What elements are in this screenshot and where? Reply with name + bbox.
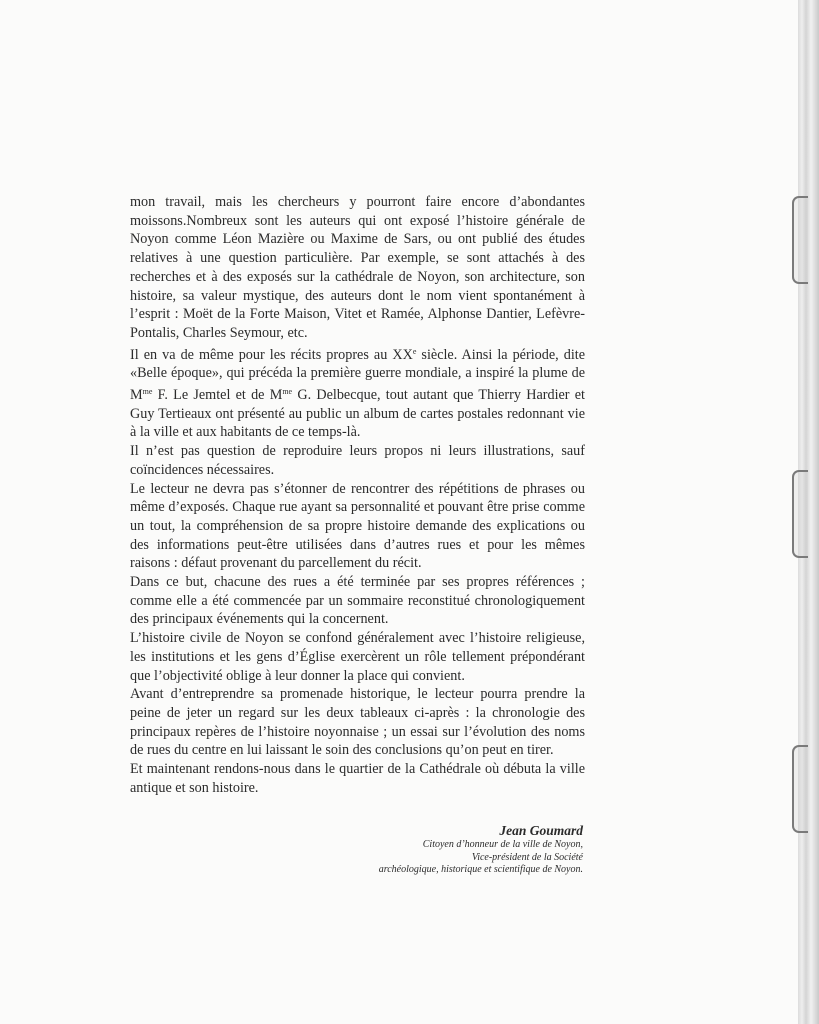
author-title-2: Vice-président de la Société [471, 851, 583, 863]
author-title-3: archéologique, historique et scientifique de Noyon. [378, 864, 583, 875]
paragraph-8: Et maintenant rendons-nous dans le quartier de la Cathédrale où débuta la ville antique et son histoire. [130, 761, 585, 796]
p2-part-d: G. Delbecque, tout autant que Thierry Hardier et Guy Tertieaux ont présenté au public un album de cartes postales redonnant vie à la ville et aux habitants de ce temps-là. [130, 387, 585, 441]
binding-stitch-middle [792, 470, 808, 558]
paragraph-3: Il n’est pas question de reproduire leurs propos ni leurs illustrations, sauf coïncidences nécessaires. [130, 443, 585, 478]
paragraph-1: mon travail, mais les chercheurs y pourront faire encore d’abondantes moissons.Nombreux sont les auteurs qui ont exposé l’histoire générale de Noyon comme Léon Mazière ou Maxime de Sars, ou ont publié des études relatives à une question particulière. Par exemple, se sont attachés à des recherches et à des exposés sur la cathédrale de Noyon, son architecture, son histoire, sa valeur mystique, des auteurs dont le nom vient spontanément à l’esprit : Moët de la Forte Maison, Vitet et Ramée, Alphonse Dantier, Lefèvre-Pontalis, Charles Seymour, etc. [130, 194, 585, 341]
paragraph-2 [130, 343, 585, 443]
p2-part-a: Il en va de même pour les récits propres au XX [130, 346, 413, 363]
author-title-1: Citoyen d’honneur de la ville de Noyon, [422, 839, 583, 850]
paragraph-4: Le lecteur ne devra pas s’étonner de rencontrer des répétitions de phrases ou même d’exposés. Chaque rue ayant sa personnalité et pouvant être prise comme un tout, la compréhension de sa propre histoire demande des explications ou des informations peut-être utilisées dans d’autres rues et pour les mêmes raisons : défaut provenant du parcellement du récit. [130, 480, 585, 572]
madame-superscript-1: me [142, 387, 153, 397]
binding-stitch-top [792, 196, 808, 284]
signature-block [330, 823, 583, 877]
binding-stitch-bottom [792, 745, 808, 833]
author-name: Jean Goumard [499, 823, 583, 838]
paragraph-5: Dans ce but, chacune des rues a été terminée par ses propres références ; comme elle a été commencée par un sommaire reconstitué chronologiquement des principaux événements qui la concernent. [130, 574, 585, 628]
paragraph-7: Avant d’entreprendre sa promenade historique, le lecteur pourra prendre la peine de jeter un regard sur les deux tableaux ci-après : la chronologie des principaux repères de l’histoire noyonnaise ; un essai sur l’évolution des noms de rues du centre en lui laissant le soin des conclusions qu’on peut en tirer. [130, 686, 585, 759]
madame-superscript-2: me [282, 387, 293, 397]
paragraph-6: L’histoire civile de Noyon se confond généralement avec l’histoire religieuse, les institutions et les gens d’Église exercèrent un rôle tellement prépondérant que l’objectivité oblige à leur donner la place qui convient. [130, 630, 585, 684]
body-text [130, 193, 585, 798]
p2-part-b: siècle. Ainsi la période, dite «Belle époque», qui précéda la première guerre mondiale, a inspiré la plume de M [130, 346, 585, 404]
p2-part-c: F. Le Jemtel et de M [152, 387, 283, 404]
century-superscript: e [412, 346, 417, 356]
